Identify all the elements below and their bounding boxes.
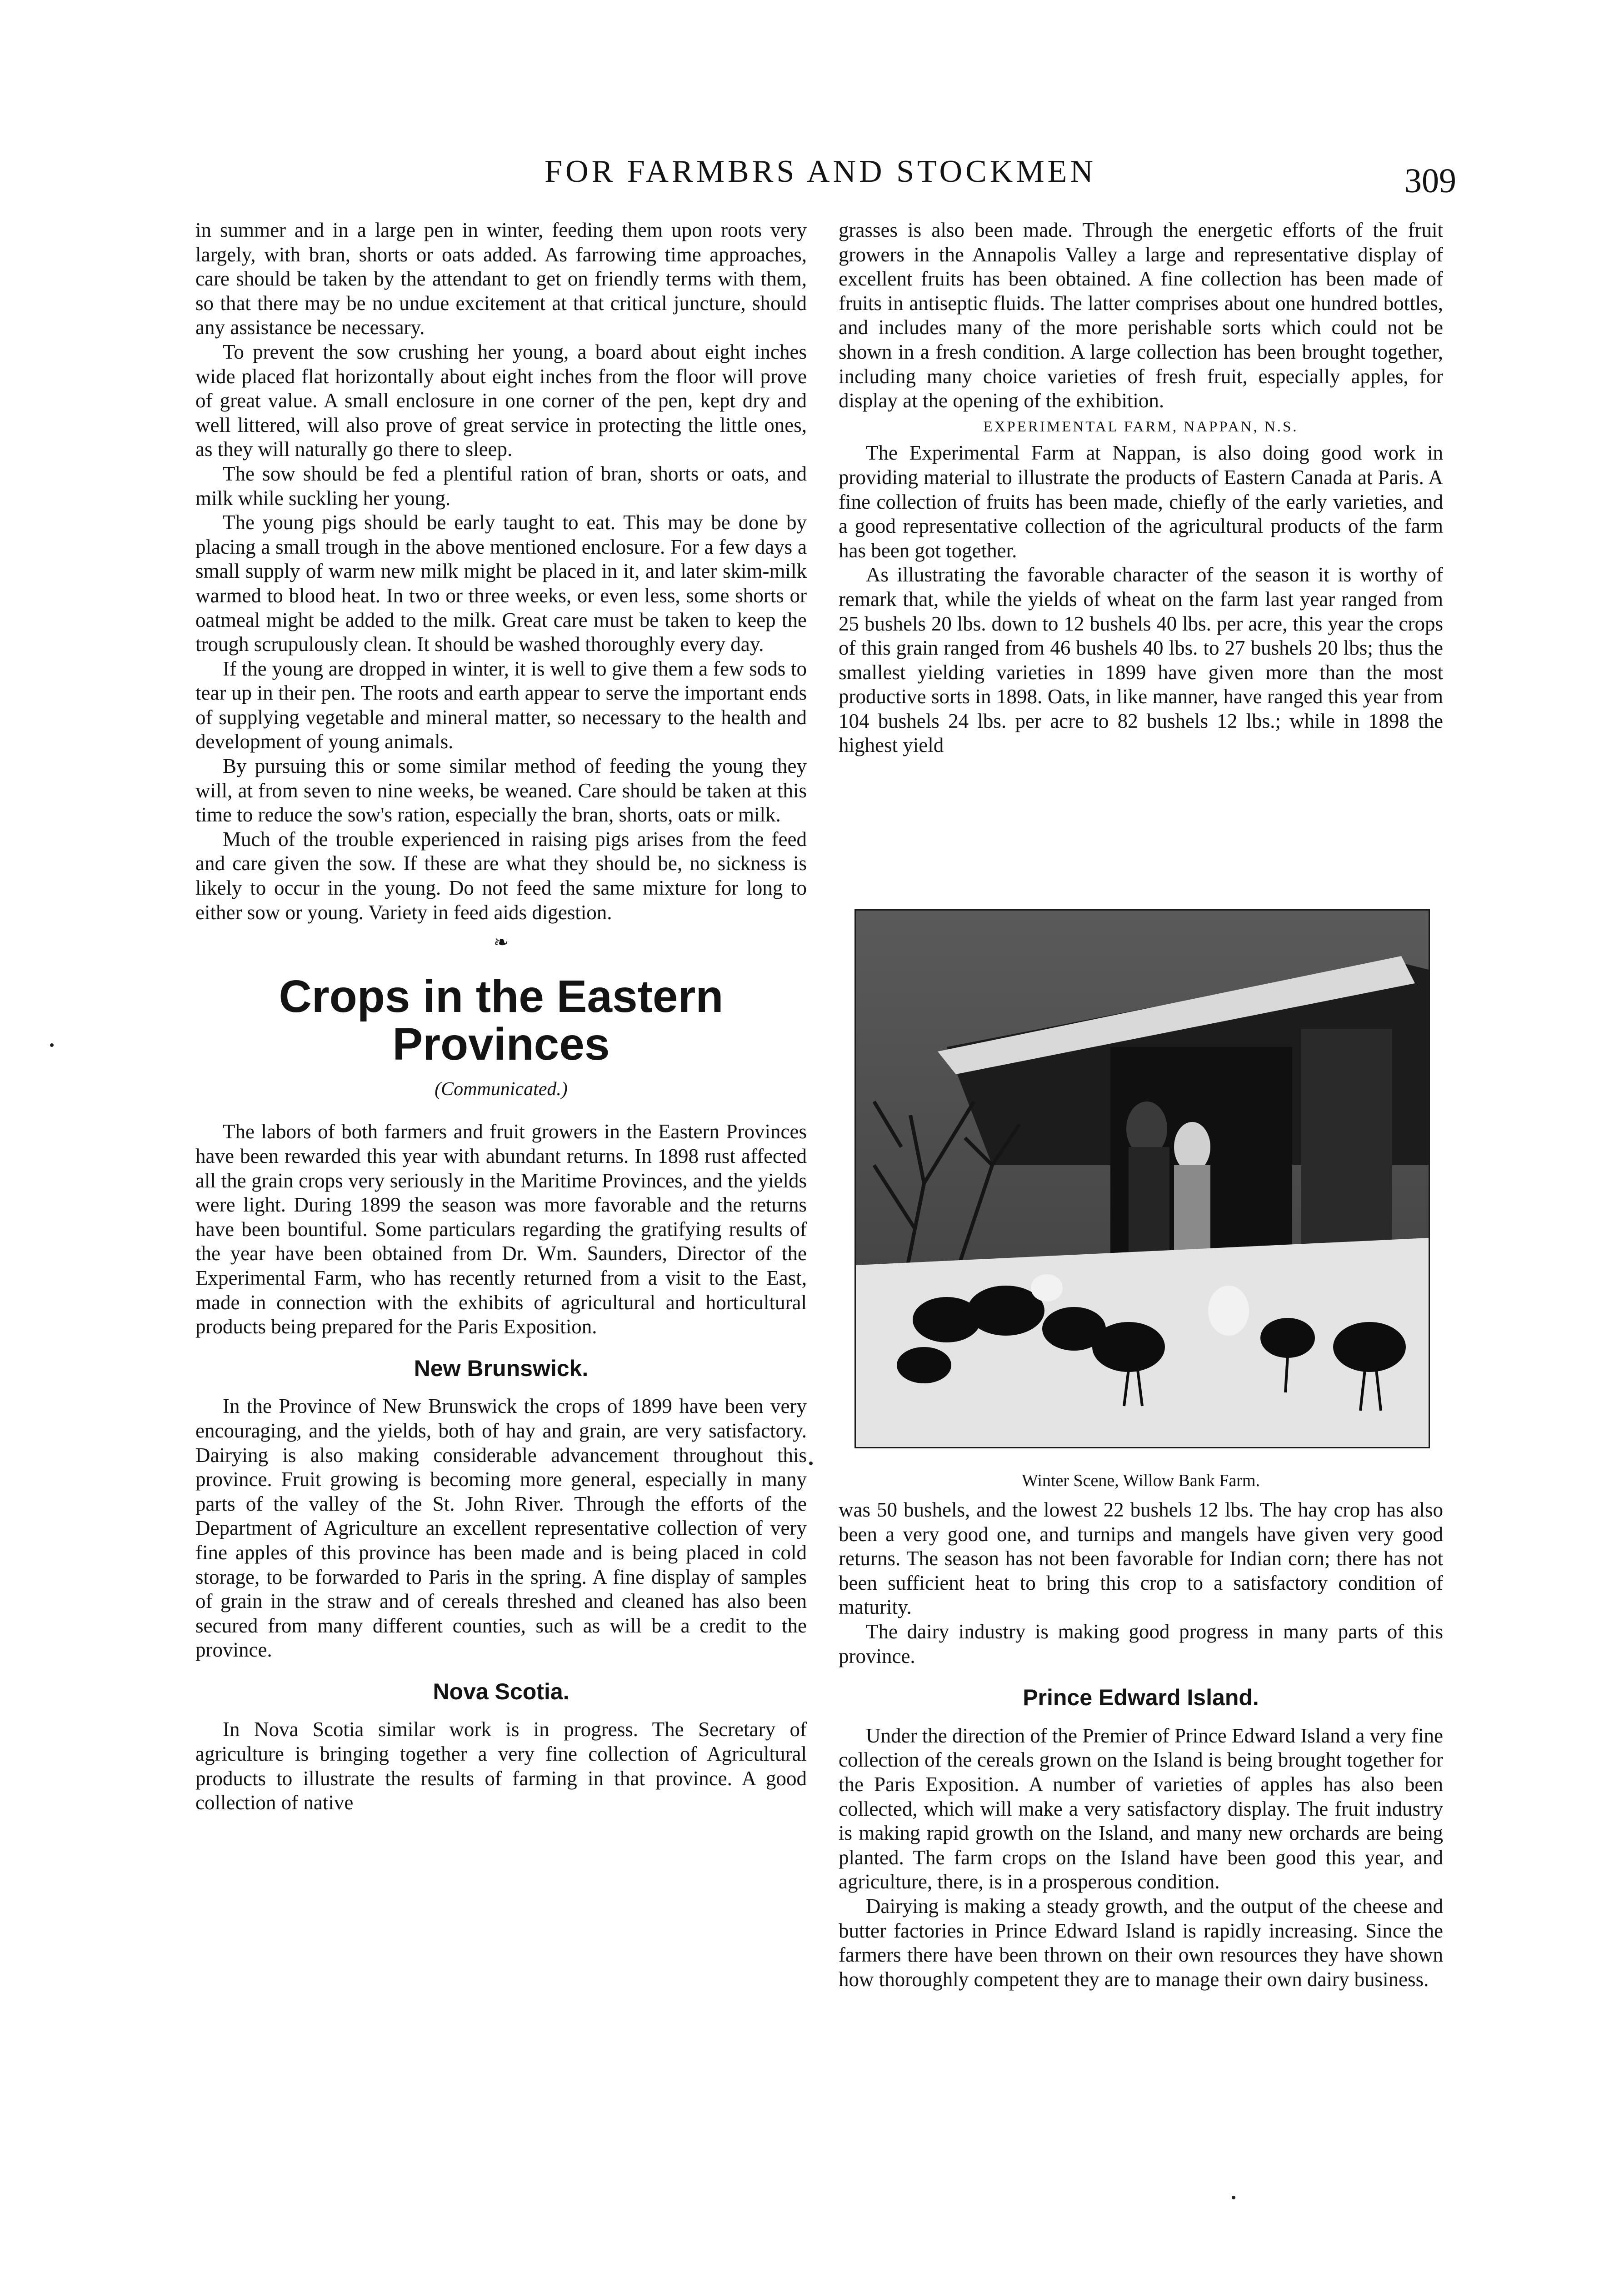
section-heading-new-brunswick: New Brunswick.	[414, 1355, 589, 1381]
farm-photo-illustration	[856, 911, 1429, 1447]
paragraph: The sow should be fed a plentiful ration of bran, shorts or oats, and milk while suckling her young.	[195, 462, 807, 510]
print-speck	[1232, 2196, 1235, 2199]
print-speck	[809, 1462, 813, 1465]
section-heading-pei: Prince Edward Island.	[1023, 1685, 1259, 1711]
running-header: FOR FARMBRS AND STOCKMEN	[545, 154, 1096, 189]
paragraph: The young pigs should be early taught to eat. This may be done by placing a small trough in the above mentioned enclosure. For a few days a small supply of warm new milk might be placed in it, and later skim-milk warmed to blood heat. In two or three weeks, or even less, some shorts or oatmeal might be added to the milk. Great care must be taken to keep the trough scrupulously clean. It should be washed thoroughly every day.	[195, 511, 807, 656]
section-heading-nova-scotia: Nova Scotia.	[433, 1678, 570, 1704]
photo-caption: Winter Scene, Willow Bank Farm.	[1022, 1471, 1260, 1490]
paragraph: Under the direction of the Premier of Prince Edward Island a very fine collection of the cereals grown on the Island is being brought together for the Paris Exposition. A number of varieties of apples has also been collected, which will make a very satisfactory display. The fruit industry is making rapid growth on the Island, and many new orchards are being planted. The farm crops on the Island have been good this year, and agriculture, there, is in a prosperous condition.	[839, 1724, 1443, 1893]
paragraph: To prevent the sow crushing her young, a board about eight inches wide placed flat horizontally about eight inches from the floor will prove of great value. A small enclosure in one corner of the pen, kept dry and well littered, will also prove of great service in protecting the little ones, as they will naturally go there to sleep.	[195, 340, 807, 461]
paragraph: Much of the trouble experienced in raising pigs arises from the feed and care given the sow. If these are what they should be, no sickness is likely to occur in the young. Do not feed the same mixture for long to either sow or young. Variety in feed aids digestion.	[195, 827, 807, 924]
paragraph: By pursuing this or some similar method of feeding the young they will, at from seven to nine weeks, be weaned. Care should be taken at this time to reduce the sow's ration, especially the bran, shorts, oats or milk.	[195, 755, 807, 826]
paragraph: As illustrating the favorable character of the season it is worthy of remark that, while the yields of wheat on the farm last year ranged from 25 bushels 20 lbs. down to 12 bushels 40 lbs. per acre, this year the crops of this grain ranged from 46 bushels 40 lbs. to 27 bushels 20 lbs; thus the smallest yielding varieties in 1899 have given more than the most productive sorts in 1898. Oats, in like manner, have ranged this year from 104 bushels 24 lbs. per acre to 82 bushels 12 lbs.; while in 1898 the highest yield	[839, 563, 1443, 757]
byline: (Communicated.)	[435, 1078, 568, 1100]
subsection-heading-nappan: EXPERIMENTAL FARM, NAPPAN, N.S.	[983, 418, 1299, 435]
page-number: 309	[1404, 162, 1456, 200]
paragraph: The Experimental Farm at Nappan, is also doing good work in providing material to illustrate the products of Eastern Canada at Paris. A fine collection of fruits has been made, chiefly of the early varieties, and a good representative collection of the agricultural products of the farm has been got together.	[839, 441, 1443, 562]
ornament-divider: ❧	[493, 932, 509, 953]
paragraph: Dairying is making a steady growth, and the output of the cheese and butter factories in Prince Edward Island is rapidly increasing. Since the farmers there have been thrown on their own resources they have shown how thoroughly competent they are to manage their own dairy business.	[839, 1894, 1443, 1991]
right-column-bottom	[839, 1498, 1443, 1992]
paragraph: If the young are dropped in winter, it is well to give them a few sods to tear up in their pen. The roots and earth appear to serve the important ends of supplying vegetable and mineral matter, so necessary to the health and development of young animals.	[195, 657, 807, 753]
paragraph: in summer and in a large pen in winter, feeding them upon roots very largely, with bran, shorts or oats added. As farrowing time approaches, care should be taken by the attendant to get on friendly terms with them, so that there may be no undue excitement at that critical juncture, should any assistance be necessary.	[195, 219, 807, 339]
right-column-top	[839, 218, 1443, 758]
left-column	[195, 218, 807, 1815]
paragraph: The dairy industry is making good progress in many parts of this province.	[839, 1620, 1443, 1667]
print-speck	[50, 1043, 54, 1047]
paragraph: The labors of both farmers and fruit growers in the Eastern Provinces have been rewarded this year with abundant returns. In 1898 rust affected all the grain crops very seriously in the Maritime Provinces, and the yields were light. During 1899 the season was more favorable and the returns have been bountiful. Some particulars regarding the gratifying results of the year have been obtained from Dr. Wm. Saunders, Director of the Experimental Farm, who has recently returned from a visit to the East, made in connection with the exhibits of agricultural and horticultural products being prepared for the Paris Exposition.	[195, 1120, 807, 1338]
article-title: Crops in the Eastern Provinces	[279, 971, 724, 1070]
paragraph: was 50 bushels, and the lowest 22 bushels 12 lbs. The hay crop has also been a very good one, and turnips and mangels have given very good returns. The season has not been favorable for Indian corn; there has not been sufficient heat to bring this crop to a satisfactory condition of maturity.	[839, 1498, 1443, 1619]
winter-scene-photo	[854, 909, 1430, 1448]
paragraph: grasses is also been made. Through the energetic efforts of the fruit growers in the Annapolis Valley a large and representative display of excellent fruits has been obtained. A fine collection has been made of fruits in antiseptic fluids. The latter comprises about one hundred bottles, and includes many of the more perishable sorts which could not be shown in a fresh condition. A large collection has been brought together, including many choice varieties of fresh fruit, especially apples, for display at the opening of the exhibition.	[839, 219, 1443, 412]
paragraph: In Nova Scotia similar work is in progress. The Secretary of agriculture is bringing together a very fine collection of Agricultural products to illustrate the results of farming in that province. A good collection of native	[195, 1718, 807, 1814]
paragraph: In the Province of New Brunswick the crops of 1899 have been very encouraging, and the yields, both of hay and grain, are very satisfactory. Dairying is also making considerable advancement throughout this province. Fruit growing is becoming more general, especially in many parts of the valley of the St. John River. Through the efforts of the Department of Agriculture an excellent representative collection of very fine apples of this province has been made and is being placed in cold storage, to be forwarded to Paris in the spring. A fine display of samples of grain in the straw and of cereals threshed and cleaned has also been secured from many different counties, such as will be a credit to the province.	[195, 1395, 807, 1662]
